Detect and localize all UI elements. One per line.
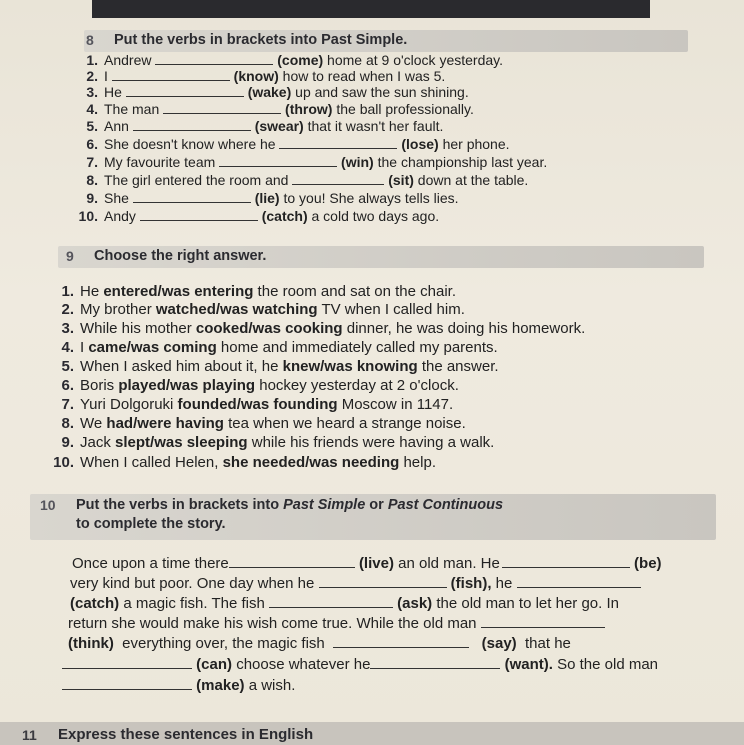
answer-blank[interactable] [279, 136, 397, 149]
answer-blank[interactable] [133, 190, 251, 203]
exercise-8-title: Put the verbs in brackets into Past Simple. [114, 32, 408, 48]
ex8-item-10: 10. Andy (catch) a cold two days ago. [78, 208, 440, 224]
exercise-11-title: Express these sentences in English [58, 726, 314, 743]
ex9-item-6: 6. Boris played/was playing hockey yesterday at 2 o'clock. [61, 377, 459, 394]
answer-blank[interactable] [370, 656, 500, 669]
answer-options[interactable]: founded/was founding [177, 396, 338, 413]
answer-options[interactable]: played/was playing [118, 377, 256, 394]
exercise-11-number: 11 [22, 727, 37, 743]
answer-blank[interactable] [517, 575, 641, 588]
answer-options[interactable]: she needed/was needing [222, 454, 400, 471]
answer-blank[interactable] [292, 172, 384, 185]
ex9-item-1: 1. He entered/was entering the room and sat on the chair. [61, 283, 457, 300]
ex9-item-4: 4. I came/was coming home and immediately called my parents. [61, 339, 498, 356]
ex9-item-10: 10. When I called Helen, she needed/was needing help. [53, 454, 436, 471]
ex8-item-2: 2. I (know) how to read when I was 5. [86, 68, 446, 84]
ex8-item-9: 9. She (lie) to you! She always tells lies. [86, 190, 459, 206]
answer-blank[interactable] [502, 555, 630, 568]
answer-options[interactable]: watched/was watching [155, 301, 318, 318]
ex8-item-1: 1. Andrew (come) home at 9 o'clock yesterday. [86, 52, 503, 68]
answer-blank[interactable] [319, 575, 447, 588]
exercise-11-header [0, 722, 744, 745]
exercise-8-number: 8 [86, 32, 94, 48]
answer-options[interactable]: had/were having [106, 415, 224, 432]
answer-blank[interactable] [62, 656, 192, 669]
exercise-10-header [30, 494, 716, 540]
answer-blank[interactable] [140, 208, 258, 221]
answer-blank[interactable] [269, 595, 393, 608]
answer-blank[interactable] [133, 118, 251, 131]
ex8-item-8: 8. The girl entered the room and (sit) down at the table. [86, 172, 529, 188]
story-line-2: very kind but poor. One day when he (fish), he [70, 574, 641, 594]
answer-blank[interactable] [155, 52, 273, 65]
exercise-10-title: Put the verbs in brackets into Past Simple or Past Continuous [76, 497, 504, 513]
ex9-item-2: 2. My brother watched/was watching TV when I called him. [61, 301, 465, 318]
exercise-9-number: 9 [66, 248, 74, 264]
exercise-9-title: Choose the right answer. [94, 248, 267, 264]
story-line-1: Once upon a time there (live) an old man. He (be) [72, 555, 662, 572]
answer-options[interactable]: slept/was sleeping [115, 434, 248, 451]
answer-blank[interactable] [112, 68, 230, 81]
answer-blank[interactable] [229, 555, 355, 568]
answer-blank[interactable] [219, 154, 337, 167]
answer-blank[interactable] [163, 101, 281, 114]
answer-blank[interactable] [481, 615, 605, 628]
ex9-item-5: 5. When I asked him about it, he knew/was knowing the answer. [61, 358, 499, 375]
ex8-item-4: 4. The man (throw) the ball professionally. [86, 101, 474, 117]
ex9-item-8: 8. We had/were having tea when we heard a strange noise. [61, 415, 466, 432]
top-dark-strip [92, 0, 650, 18]
story-line-5: (think) everything over, the magic fish (say) that he [68, 635, 571, 652]
answer-blank[interactable] [62, 677, 192, 690]
answer-blank[interactable] [333, 635, 469, 648]
ex8-item-6: 6. She doesn't know where he (lose) her phone. [86, 136, 510, 152]
exercise-9-header [58, 246, 704, 268]
story-line-6: (can) choose whatever he (want). So the old man [62, 655, 658, 675]
ex8-item-7: 7. My favourite team (win) the championship last year. [86, 154, 548, 170]
story-line-7: (make) a wish. [62, 676, 295, 696]
exercise-10-number: 10 [40, 497, 56, 513]
exercise-8-header [84, 30, 688, 52]
answer-options[interactable]: entered/was entering [103, 283, 254, 300]
answer-options[interactable]: cooked/was cooking [195, 320, 343, 337]
ex9-item-7: 7. Yuri Dolgoruki founded/was founding Moscow in 1147. [61, 396, 454, 413]
answer-options[interactable]: knew/was knowing [282, 358, 418, 375]
answer-blank[interactable] [126, 84, 244, 97]
ex9-item-9: 9. Jack slept/was sleeping while his friends were having a walk. [61, 434, 495, 451]
ex8-item-5: 5. Ann (swear) that it wasn't her fault. [86, 118, 444, 134]
exercise-10-title-line2: to complete the story. [76, 516, 226, 532]
ex8-item-3: 3. He (wake) up and saw the sun shining. [86, 84, 469, 100]
ex9-item-3: 3. While his mother cooked/was cooking dinner, he was doing his homework. [61, 320, 586, 337]
answer-options[interactable]: came/was coming [88, 339, 217, 356]
story-line-3: (catch) a magic fish. The fish (ask) the old man to let her go. In [70, 595, 619, 612]
story-line-4: return she would make his wish come true. While the old man [68, 614, 605, 634]
